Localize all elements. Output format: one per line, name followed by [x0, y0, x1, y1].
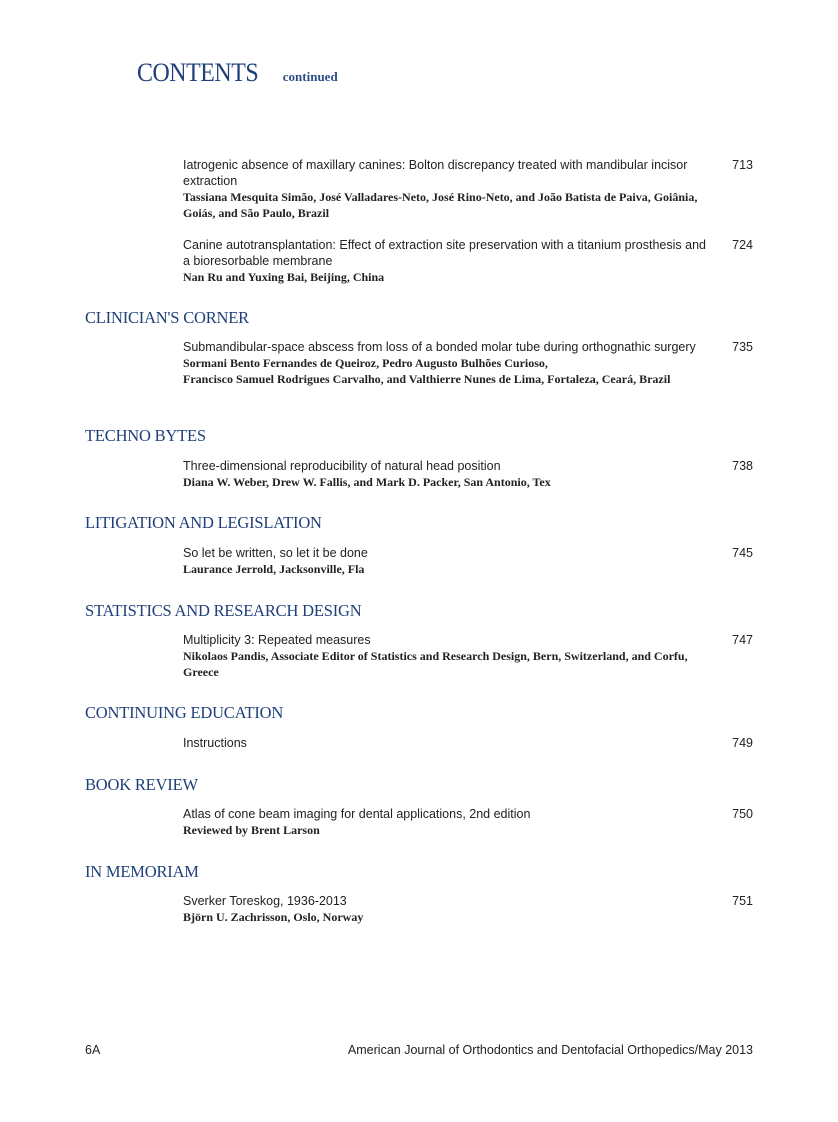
- entry-page: 751: [732, 894, 753, 908]
- entry-authors: Björn U. Zachrisson, Oslo, Norway: [183, 910, 364, 924]
- entry-authors: Diana W. Weber, Drew W. Fallis, and Mark D. Packer, San Antonio, Tex: [183, 475, 551, 489]
- entry-title[interactable]: Iatrogenic absence of maxillary canines: Bolton discrepancy treated with mandibular incisor extraction: [183, 158, 688, 188]
- entry-title[interactable]: Canine autotransplantation: Effect of extraction site preservation with a titanium prosthesis and a bioresorbable membrane: [183, 238, 706, 268]
- entry-authors: Nan Ru and Yuxing Bai, Beijing, China: [183, 270, 385, 284]
- toc-entry[interactable]: [183, 893, 753, 925]
- section-heading-continuing-education: CONTINUING EDUCATION: [85, 703, 284, 722]
- entry-title[interactable]: Three-dimensional reproducibility of natural head position: [183, 459, 501, 473]
- footer-page-number: 6A: [85, 1043, 101, 1057]
- toc-entry[interactable]: [183, 339, 753, 387]
- section-heading-litigation: LITIGATION AND LEGISLATION: [85, 513, 322, 532]
- page-footer: [85, 1043, 753, 1057]
- entry-authors: Francisco Samuel Rodrigues Carvalho, and Valthierre Nunes de Lima, Fortaleza, Ceará, Brazil: [183, 372, 671, 386]
- page-subtitle: continued: [282, 69, 338, 84]
- entry-page: 738: [732, 459, 753, 473]
- entry-authors: Reviewed by Brent Larson: [183, 823, 320, 837]
- toc-entry[interactable]: [183, 458, 753, 490]
- toc-entry[interactable]: [183, 237, 753, 285]
- toc-entry[interactable]: [183, 806, 753, 838]
- entry-title[interactable]: Submandibular-space abscess from loss of a bonded molar tube during orthognathic surgery: [183, 340, 696, 354]
- entry-title[interactable]: Instructions: [183, 736, 247, 750]
- section-heading-statistics: STATISTICS AND RESEARCH DESIGN: [85, 601, 362, 620]
- entry-authors: Laurance Jerrold, Jacksonville, Fla: [183, 562, 365, 576]
- section-heading-clinicians-corner: CLINICIAN'S CORNER: [85, 308, 249, 327]
- page-header: [137, 58, 338, 88]
- toc-entry[interactable]: [183, 735, 753, 751]
- entry-authors: Sormani Bento Fernandes de Queiroz, Pedro Augusto Bulhões Curioso,: [183, 356, 548, 370]
- toc-entry[interactable]: [183, 545, 753, 577]
- entry-title[interactable]: Sverker Toreskog, 1936-2013: [183, 894, 347, 908]
- toc-entry[interactable]: [183, 632, 753, 680]
- entry-page: 713: [732, 158, 753, 172]
- entry-page: 724: [732, 238, 753, 252]
- entry-title[interactable]: So let be written, so let it be done: [183, 546, 368, 560]
- section-heading-book-review: BOOK REVIEW: [85, 775, 198, 794]
- entry-page: 735: [732, 340, 753, 354]
- entry-authors: Nikolaos Pandis, Associate Editor of Statistics and Research Design, Bern, Switzerland, and Corfu, Greece: [183, 649, 688, 679]
- entry-authors: Tassiana Mesquita Simão, José Valladares-Neto, José Rino-Neto, and João Batista de Paiva, Goiânia, Goiás, and São Paulo, Brazil: [183, 190, 698, 220]
- entry-page: 750: [732, 807, 753, 821]
- section-heading-in-memoriam: IN MEMORIAM: [85, 862, 199, 881]
- entry-page: 745: [732, 546, 753, 560]
- toc-entry[interactable]: [183, 157, 753, 221]
- entry-title[interactable]: Atlas of cone beam imaging for dental applications, 2nd edition: [183, 807, 531, 821]
- section-heading-techno-bytes: TECHNO BYTES: [85, 426, 206, 445]
- footer-journal: American Journal of Orthodontics and Dentofacial Orthopedics/May 2013: [347, 1043, 753, 1057]
- entry-title[interactable]: Multiplicity 3: Repeated measures: [183, 633, 371, 647]
- entry-page: 747: [732, 633, 753, 647]
- page-title: CONTENTS: [137, 58, 259, 87]
- entry-page: 749: [732, 736, 753, 750]
